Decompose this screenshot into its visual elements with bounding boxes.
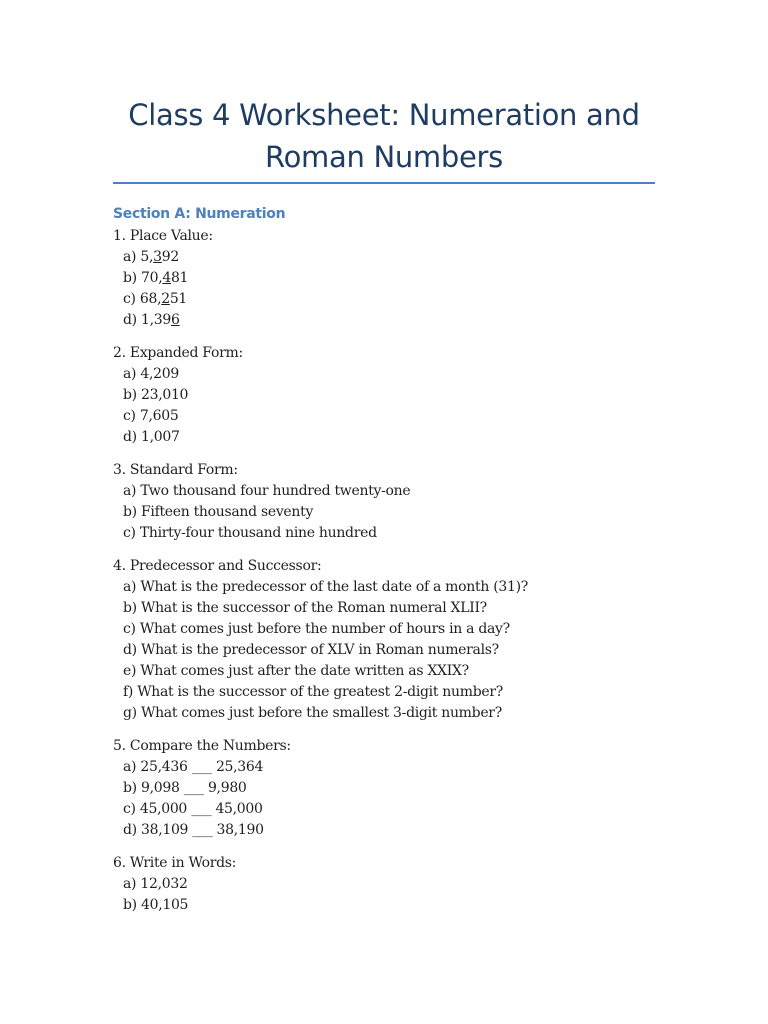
title-divider xyxy=(113,182,655,184)
question-2-item-a: a) 4,209 xyxy=(123,366,179,382)
item-suffix: 81 xyxy=(170,270,189,286)
page-title-line-1: Class 4 Worksheet: Numeration and xyxy=(128,98,640,132)
question-1-item-a xyxy=(113,247,655,268)
question-6-title: 6. Write in Words: xyxy=(113,855,237,871)
question-5-item-d: d) 38,109 ___ 38,190 xyxy=(123,822,264,838)
question-5-title: 5. Compare the Numbers: xyxy=(113,738,291,754)
item-prefix: d) 1,39 xyxy=(123,312,171,328)
question-4-item-c: c) What comes just before the number of hours in a day? xyxy=(123,621,510,637)
underlined-digit: 6 xyxy=(170,312,180,328)
question-1-item-d xyxy=(113,310,655,331)
question-4-item-g: g) What comes just before the smallest 3-digit number? xyxy=(123,705,502,721)
question-4-item-f: f) What is the successor of the greatest 2-digit number? xyxy=(123,684,503,700)
question-1 xyxy=(113,226,655,331)
underlined-digit: 2 xyxy=(161,291,170,307)
worksheet-page xyxy=(113,94,655,916)
question-4-item-b: b) What is the successor of the Roman numeral XLII? xyxy=(123,600,487,616)
question-1-item-b xyxy=(113,268,655,289)
item-prefix: b) 70, xyxy=(123,270,163,286)
question-4-title: 4. Predecessor and Successor: xyxy=(113,558,322,574)
question-4-item-d: d) What is the predecessor of XLV in Roman numerals? xyxy=(123,642,499,658)
underlined-digit: 4 xyxy=(162,270,171,286)
question-3-item-c: c) Thirty-four thousand nine hundred xyxy=(123,525,377,541)
question-5-item-c: c) 45,000 ___ 45,000 xyxy=(123,801,263,817)
question-5-item-a: a) 25,436 ___ 25,364 xyxy=(123,759,264,775)
page-title xyxy=(113,94,655,178)
question-6-item-a: a) 12,032 xyxy=(123,876,188,892)
question-2-item-c: c) 7,605 xyxy=(123,408,179,424)
underlined-digit: 3 xyxy=(153,249,162,265)
question-3-title: 3. Standard Form: xyxy=(113,462,238,478)
question-3-item-b: b) Fifteen thousand seventy xyxy=(123,504,314,520)
question-2-item-b: b) 23,010 xyxy=(123,387,189,403)
question-6 xyxy=(113,853,655,916)
question-5-item-b: b) 9,098 ___ 9,980 xyxy=(123,780,247,796)
question-6-item-b: b) 40,105 xyxy=(123,897,189,913)
item-suffix: 92 xyxy=(161,249,179,265)
item-prefix: c) 68, xyxy=(123,291,162,307)
question-3 xyxy=(113,460,655,544)
item-prefix: a) 5, xyxy=(123,249,154,265)
section-a-heading: Section A: Numeration xyxy=(113,206,286,222)
question-3-item-a: a) Two thousand four hundred twenty-one xyxy=(123,483,411,499)
question-4-item-e: e) What comes just after the date written as XXIX? xyxy=(123,663,469,679)
question-5 xyxy=(113,736,655,841)
item-suffix: 51 xyxy=(169,291,188,307)
question-1-title: 1. Place Value: xyxy=(113,228,213,244)
question-4-item-a: a) What is the predecessor of the last date of a month (31)? xyxy=(123,579,528,595)
question-4 xyxy=(113,556,655,724)
question-2 xyxy=(113,343,655,448)
page-title-line-2: Roman Numbers xyxy=(265,140,503,174)
question-2-title: 2. Expanded Form: xyxy=(113,345,243,361)
question-2-item-d: d) 1,007 xyxy=(123,429,180,445)
question-1-item-c xyxy=(113,289,655,310)
